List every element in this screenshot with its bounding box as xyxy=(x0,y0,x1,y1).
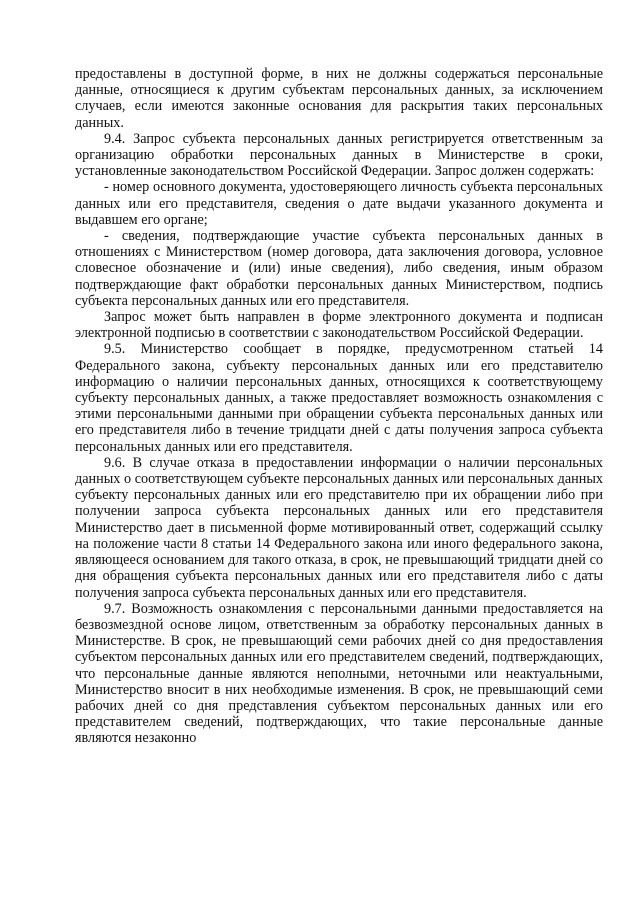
list-item-document-number: - номер основного документа, удостоверяющего личность субъекта персональных данных или его представителя, сведения о дате выдачи указанного документа и выдавшем его органе; xyxy=(75,179,603,228)
list-item-participation-info: - сведения, подтверждающие участие субъекта персональных данных в отношениях с Министерством (номер договора, дата заключения договора, условное словесное обозначение и (или) иные сведения), либо сведения, иным образом подтверждающие факт обработки персональных данных Министерством, подпись субъекта персональных данных или его представителя. xyxy=(75,228,603,309)
document-page xyxy=(75,66,603,747)
paragraph-9-7: 9.7. Возможность ознакомления с персональными данными предоставляется на безвозмездной основе лицом, ответственным за обработку персональных данных в Министерстве. В срок, не превышающий семи рабочих дней со дня предоставления субъектом персональных данных или его представителем сведений, подтверждающих, что персональные данные являются неполными, неточными или неактуальными, Министерство вносит в них необходимые изменения. В срок, не превышающий семи рабочих дней со дня представления субъектом персональных данных или его представителем сведений, подтверждающих, что такие персональные данные являются незаконно xyxy=(75,600,603,747)
paragraph-9-4: 9.4. Запрос субъекта персональных данных регистрируется ответственным за организацию обработки персональных данных в Министерстве в сроки, установленные законодательством Российской Федерации. Запрос должен содержать: xyxy=(75,130,603,180)
paragraph-electronic-request: Запрос может быть направлен в форме электронного документа и подписан электронной подписью в соответствии с законодательством Российской Федерации. xyxy=(75,309,603,342)
paragraph-continuation: предоставлены в доступной форме, в них не должны содержаться персональные данные, относящиеся к другим субъектам персональных данных, за исключением случаев, если имеются законные основания для раскрытия таких персональных данных. xyxy=(75,66,603,131)
paragraph-9-6: 9.6. В случае отказа в предоставлении информации о наличии персональных данных о соответствующем субъекте персональных данных или персональных данных субъекту персональных данных или его представителю при их обращении либо при получении запроса субъекта персональных данных или его представителя Министерство дает в письменной форме мотивированный ответ, содержащий ссылку на положение части 8 статьи 14 Федерального закона или иного федерального закона, являющееся основанием для такого отказа, в срок, не превышающий тридцати дней со дня обращения субъекта персональных данных или его представителя либо с даты получения запроса субъекта персональных данных или его представителя. xyxy=(75,454,603,601)
paragraph-9-5: 9.5. Министерство сообщает в порядке, предусмотренном статьей 14 Федерального закона, субъекту персональных данных или его представителю информацию о наличии персональных данных, относящихся к соответствующему субъекту персональных данных, а также предоставляет возможность ознакомления с этими персональными данными при обращении субъекта персональных данных или его представителя либо в течение тридцати дней с даты получения запроса субъекта персональных данных или его представителя. xyxy=(75,341,603,455)
